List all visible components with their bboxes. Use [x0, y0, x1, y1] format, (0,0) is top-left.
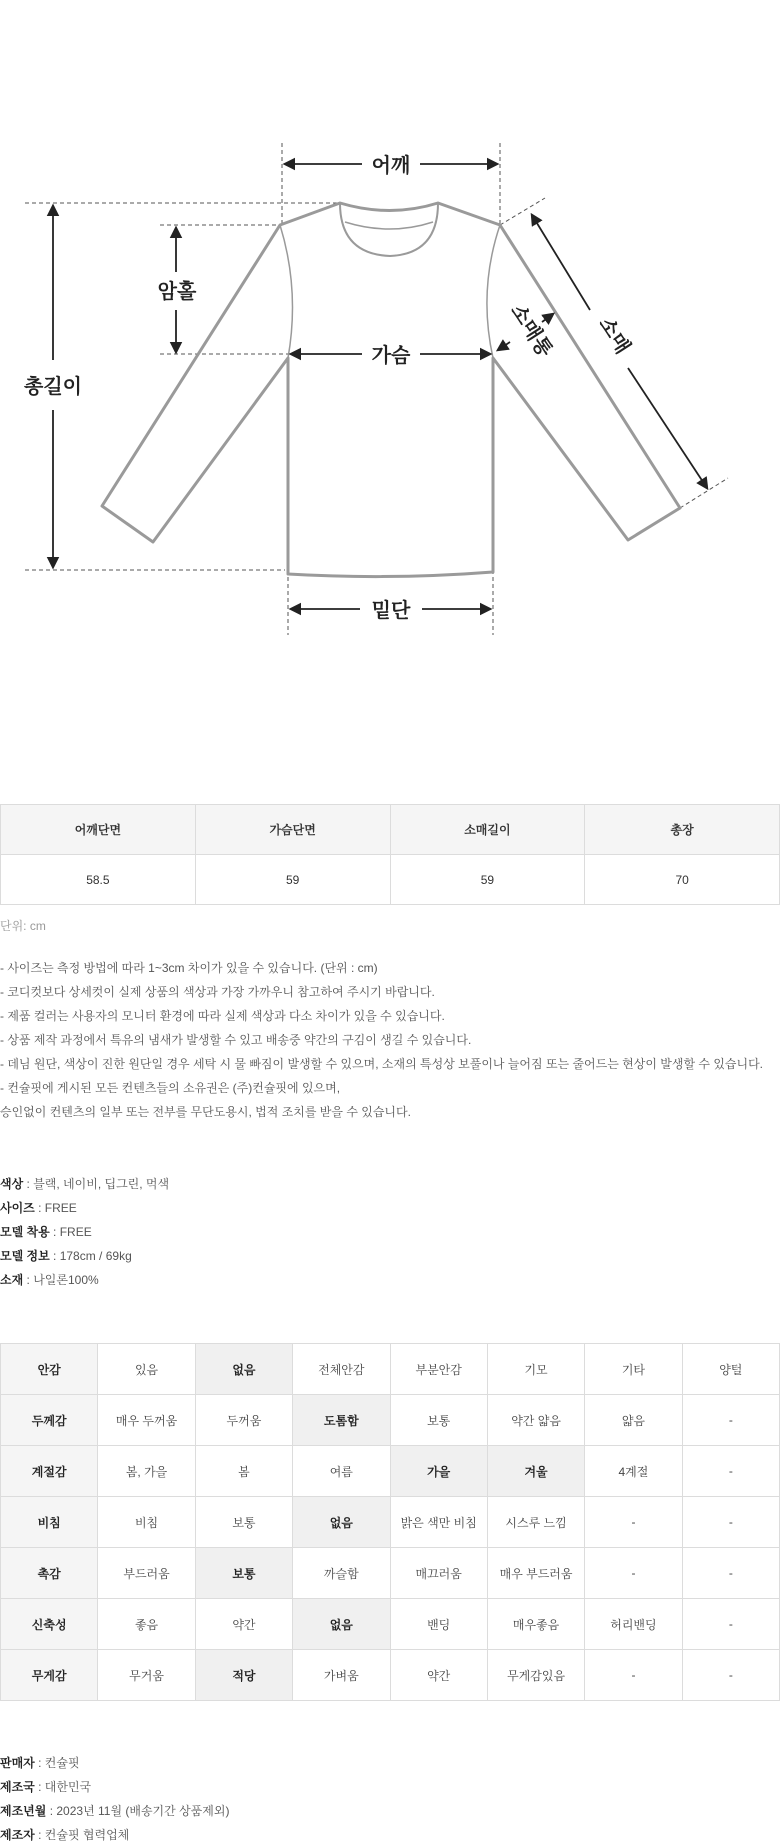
note-item: - 사이즈는 측정 방법에 따라 1~3cm 차이가 있을 수 있습니다. (단위 : cm) [0, 961, 378, 975]
attribute-option: 두꺼움 [195, 1395, 292, 1446]
attribute-option: 무거움 [98, 1650, 195, 1701]
attribute-option: 까슬함 [293, 1548, 390, 1599]
info-label: 제조년월 [0, 1804, 47, 1818]
info-value: : 블랙, 네이비, 딥그린, 먹색 [23, 1177, 170, 1191]
attribute-option: 무게감있음 [487, 1650, 584, 1701]
attribute-option-selected: 없음 [195, 1344, 292, 1395]
seller-info [0, 1751, 229, 1847]
attribute-option: 있음 [98, 1344, 195, 1395]
info-label: 제조국 [0, 1780, 35, 1794]
attribute-row [1, 1446, 780, 1497]
attribute-option: 밴딩 [390, 1599, 487, 1650]
note-item: - 데님 원단, 색상이 진한 원단일 경우 세탁 시 물 빠짐이 발생할 수 있으며, 소재의 특성상 보풀이나 늘어짐 또는 줄어드는 현상이 발생할 수 있습니다. [0, 1057, 764, 1071]
info-value: : 2023년 11월 (배송기간 상품제외) [46, 1804, 230, 1818]
attribute-name: 계절감 [1, 1446, 98, 1497]
sleeve-label: 소매 [594, 312, 636, 358]
attribute-row [1, 1548, 780, 1599]
attribute-option-selected: 없음 [293, 1599, 390, 1650]
armhole-label: 암홀 [157, 279, 197, 303]
attribute-name: 안감 [1, 1344, 98, 1395]
attribute-name: 두께감 [1, 1395, 98, 1446]
sleeve-width-label: 소매통 [506, 299, 558, 362]
note-item: - 상품 제작 과정에서 특유의 냄새가 발생할 수 있고 배송중 약간의 구김이 생길 수 있습니다. [0, 1033, 472, 1047]
product-info-row [0, 1172, 169, 1196]
attribute-option: 부드러움 [98, 1548, 195, 1599]
product-info-row [0, 1220, 169, 1244]
product-info-row [0, 1196, 169, 1220]
product-info-row [0, 1244, 169, 1268]
info-value: : FREE [34, 1201, 77, 1215]
attribute-option: - [682, 1395, 779, 1446]
info-value: : 대한민국 [34, 1780, 92, 1794]
info-value: : FREE [49, 1225, 92, 1239]
note-item: - 코디컷보다 상세컷이 실제 상품의 색상과 가장 가까우니 참고하여 주시기 바랍니다. [0, 985, 435, 999]
attribute-option: 약간 얇음 [487, 1395, 584, 1446]
attribute-option-selected: 가을 [390, 1446, 487, 1497]
info-label: 모델 착용 [0, 1225, 50, 1239]
attribute-option: 얇음 [585, 1395, 682, 1446]
attribute-option: - [585, 1497, 682, 1548]
info-value: : 178cm / 69kg [49, 1249, 132, 1263]
attribute-option: - [585, 1650, 682, 1701]
note-item: - 제품 컬러는 사용자의 모니터 환경에 따라 실제 색상과 다소 차이가 있을 수 있습니다. [0, 1009, 445, 1023]
attribute-option: - [682, 1497, 779, 1548]
seller-info-row [0, 1799, 229, 1823]
attribute-name: 비침 [1, 1497, 98, 1548]
attribute-row [1, 1599, 780, 1650]
size-value-length: 70 [585, 855, 780, 905]
attribute-row [1, 1395, 780, 1446]
attribute-option: 비침 [98, 1497, 195, 1548]
attribute-option: 4계절 [585, 1446, 682, 1497]
size-header-shoulder: 어깨단면 [1, 805, 196, 855]
attribute-option: 봄, 가을 [98, 1446, 195, 1497]
unit-note: 단위: cm [0, 919, 46, 933]
attribute-option-selected: 적당 [195, 1650, 292, 1701]
attribute-option: 밝은 색만 비침 [390, 1497, 487, 1548]
attribute-option: 매우 두꺼움 [98, 1395, 195, 1446]
attribute-option: 봄 [195, 1446, 292, 1497]
attribute-option: 약간 [195, 1599, 292, 1650]
attribute-option: 매끄러움 [390, 1548, 487, 1599]
attribute-option: 허리밴딩 [585, 1599, 682, 1650]
attribute-option: 가벼움 [293, 1650, 390, 1701]
shoulder-label: 어깨 [371, 153, 411, 177]
attribute-option-selected: 보통 [195, 1548, 292, 1599]
size-value-sleeve: 59 [390, 855, 585, 905]
attribute-option: - [682, 1599, 779, 1650]
attribute-table [0, 1343, 780, 1701]
attribute-option: 부분안감 [390, 1344, 487, 1395]
attribute-option: - [682, 1650, 779, 1701]
attribute-option: 보통 [195, 1497, 292, 1548]
size-header-length: 총장 [585, 805, 780, 855]
size-diagram [0, 120, 780, 650]
attribute-option: 약간 [390, 1650, 487, 1701]
size-table-header-row [1, 805, 780, 855]
attribute-option: 기모 [487, 1344, 584, 1395]
attribute-option: 매우좋음 [487, 1599, 584, 1650]
size-value-chest: 59 [195, 855, 390, 905]
attribute-option: - [682, 1548, 779, 1599]
info-value: : 컨슐핏 협력업체 [34, 1828, 130, 1842]
total-length-label: 총길이 [24, 374, 82, 398]
attribute-option: 기타 [585, 1344, 682, 1395]
seller-info-row [0, 1823, 229, 1847]
info-label: 소재 [0, 1273, 24, 1287]
info-label: 제조자 [0, 1828, 35, 1842]
info-label: 사이즈 [0, 1201, 35, 1215]
size-table-row [1, 855, 780, 905]
attribute-option: 좋음 [98, 1599, 195, 1650]
info-label: 판매자 [0, 1756, 35, 1770]
size-header-chest: 가슴단면 [195, 805, 390, 855]
attribute-option: 보통 [390, 1395, 487, 1446]
sweater-outline [102, 203, 680, 577]
attribute-option: - [585, 1548, 682, 1599]
attribute-row [1, 1344, 780, 1395]
attribute-name: 촉감 [1, 1548, 98, 1599]
seller-info-row [0, 1775, 229, 1799]
product-info-row [0, 1268, 169, 1292]
attribute-name: 신축성 [1, 1599, 98, 1650]
attribute-row [1, 1650, 780, 1701]
attribute-name: 무게감 [1, 1650, 98, 1701]
size-value-shoulder: 58.5 [1, 855, 196, 905]
seller-info-row [0, 1751, 229, 1775]
info-label: 색상 [0, 1177, 24, 1191]
product-info [0, 1172, 169, 1292]
info-label: 모델 정보 [0, 1249, 50, 1263]
note-item: 승인없이 컨텐츠의 일부 또는 전부를 무단도용시, 법적 조치를 받을 수 있습니다. [0, 1105, 411, 1119]
attribute-option-selected: 겨울 [487, 1446, 584, 1497]
attribute-option: 매우 부드러움 [487, 1548, 584, 1599]
notes-list [0, 956, 780, 1124]
attribute-option: 전체안감 [293, 1344, 390, 1395]
attribute-option: 여름 [293, 1446, 390, 1497]
size-table [0, 804, 780, 905]
attribute-row [1, 1497, 780, 1548]
note-item: - 컨슐핏에 게시된 모든 컨텐츠들의 소유권은 (주)컨슐핏에 있으며, [0, 1081, 341, 1095]
hem-label: 밑단 [371, 598, 411, 622]
attribute-option-selected: 도톰함 [293, 1395, 390, 1446]
attribute-option: - [682, 1446, 779, 1497]
chest-label: 가슴 [371, 343, 411, 367]
attribute-option-selected: 없음 [293, 1497, 390, 1548]
attribute-option: 양털 [682, 1344, 779, 1395]
size-header-sleeve: 소매길이 [390, 805, 585, 855]
attribute-option: 시스루 느낌 [487, 1497, 584, 1548]
info-value: : 나일론100% [23, 1273, 99, 1287]
info-value: : 컨슐핏 [34, 1756, 80, 1770]
guide-lines [25, 143, 728, 635]
sweater-measurement-diagram [0, 120, 780, 650]
